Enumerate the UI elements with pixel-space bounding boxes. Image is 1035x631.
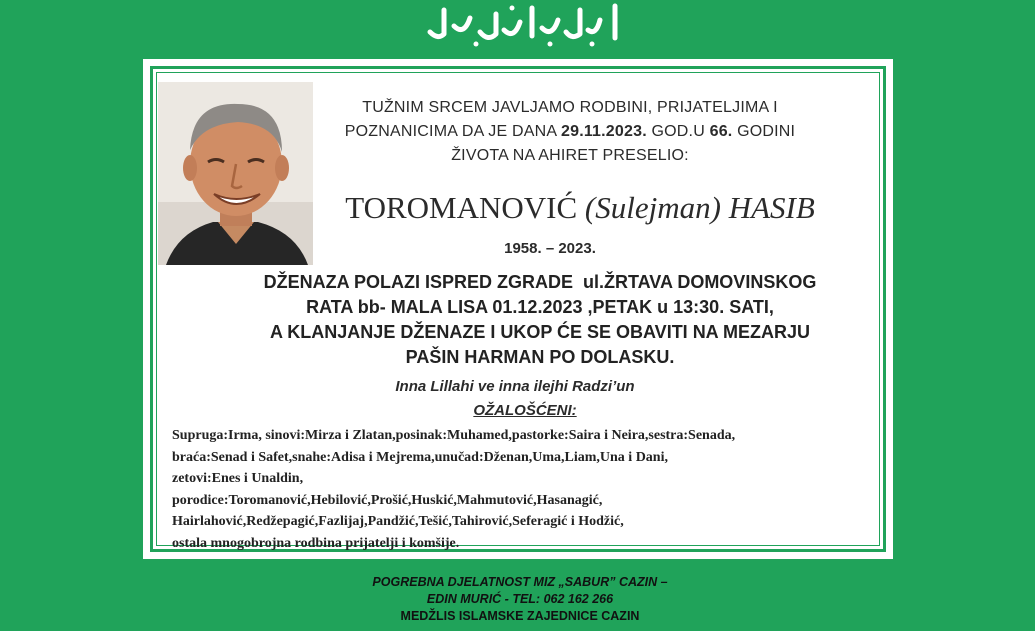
mourners-heading: OŽALOŠĆENI: xyxy=(473,402,577,419)
funeral-service-footer xyxy=(330,574,710,625)
funeral-details xyxy=(190,270,890,370)
funeral-line-4: PAŠIN HARMAN PO DOLASKU. xyxy=(405,347,675,367)
portrait-photo xyxy=(158,82,313,265)
intro-text-age-suffix: GODINI xyxy=(737,123,796,140)
deceased-name xyxy=(290,190,870,226)
funeral-line-2: RATA bb- MALA LISA 01.12.2023 ,PETAK u 13:30. SATI, xyxy=(306,297,774,317)
intro-line-1: TUŽNIM SRCEM JAVLJAMO RODBINI, PRIJATELJIMA I xyxy=(362,99,778,116)
intro-text-date-prefix: POZNANICIMA DA JE DANA xyxy=(344,123,557,140)
footer-line-2: EDIN MURIĆ - TEL: 062 162 266 xyxy=(426,592,614,606)
prayer-text: Inna Lillahi ve inna ilejhi Radzi’un xyxy=(395,378,635,395)
death-date: 29.11.2023. xyxy=(561,123,647,140)
father-name: (Sulejman) xyxy=(584,190,721,225)
surname: TOROMANOVIĆ xyxy=(345,190,578,225)
funeral-line-3: A KLANJANJE DŽENAZE I UKOP ĆE SE OBAVITI NA MEZARJU xyxy=(269,322,811,342)
intro-line-2 xyxy=(330,120,810,144)
mourners-line: porodice:Toromanović,Hebilović,Prošić,Huskić,Mahmutović,Hasanagić, xyxy=(172,492,603,508)
age: 66. xyxy=(709,123,733,140)
footer-line-3: MEDŽLIS ISLAMSKE ZAJEDNICE CAZIN xyxy=(400,609,640,623)
intro-text-age-prefix: GOD.U xyxy=(651,123,705,140)
first-name: HASIB xyxy=(728,190,815,225)
mourners-list xyxy=(172,425,862,554)
mourners-line: ostala mnogobrojna rodbina prijatelji i komšije. xyxy=(172,535,460,551)
funeral-line-1: DŽENAZA POLAZI ISPRED ZGRADE ul.ŽRTAVA DOMOVINSKOG xyxy=(263,272,817,292)
arabic-calligraphy-logo xyxy=(420,0,630,50)
footer-line-1: POGREBNA DJELATNOST MIZ „SABUR” CAZIN – xyxy=(372,575,668,589)
mourners-line: braća:Senad i Safet,snahe:Adisa i Mejrema,unučad:Dženan,Uma,Liam,Una i Dani, xyxy=(172,449,668,465)
announcement-intro xyxy=(330,96,810,168)
mourners-line: Hairlahović,Redžepagić,Fazlijaj,Pandžić,Tešić,Tahirović,Seferagić i Hodžić, xyxy=(172,514,624,529)
life-years: 1958. – 2023. xyxy=(504,240,596,257)
mourners-line: zetovi:Enes i Unaldin, xyxy=(172,471,304,486)
mourners-line: Supruga:Irma, sinovi:Mirza i Zlatan,posinak:Muhamed,pastorke:Saira i Neira,sestra:Senada, xyxy=(172,428,736,443)
intro-line-3: ŽIVOTA NA AHIRET PRESELIO: xyxy=(451,147,689,164)
